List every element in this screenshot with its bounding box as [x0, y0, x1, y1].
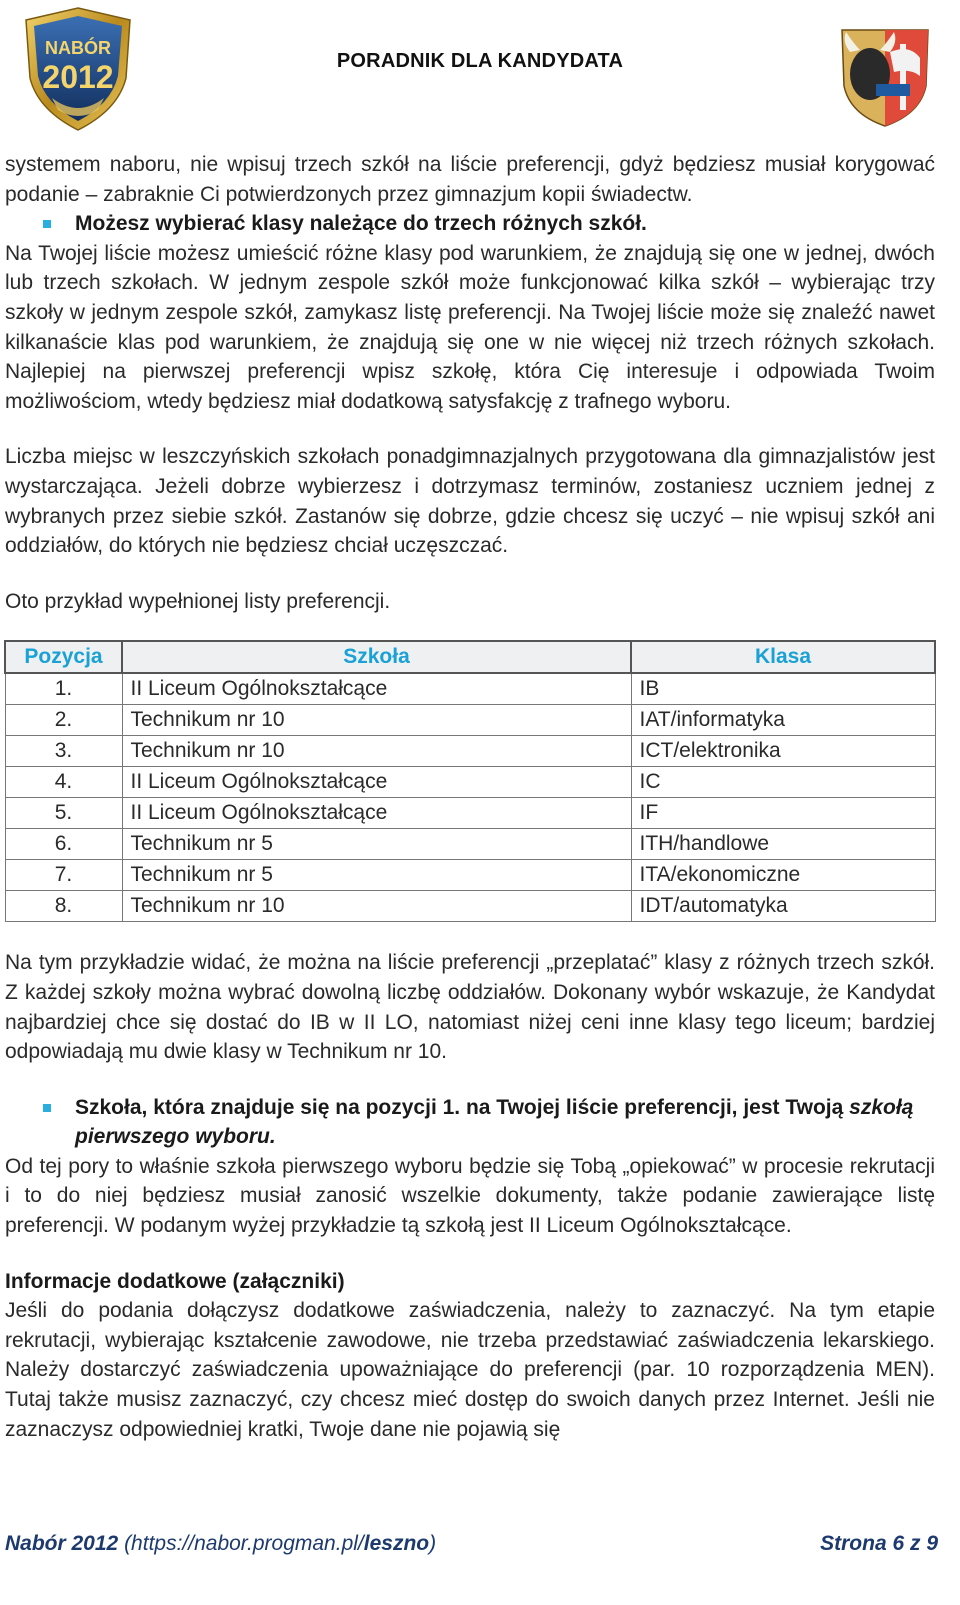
footer-source: [5, 1532, 436, 1556]
bullet-text: Możesz wybierać klasy należące do trzech różnych szkół.: [75, 212, 647, 236]
cell-class: ICT/elektronika: [631, 736, 935, 767]
preference-list-table: [4, 640, 936, 922]
cell-school: Technikum nr 5: [122, 860, 631, 891]
page-header: [0, 0, 960, 140]
paragraph-3: Liczba miejsc w leszczyńskich szkołach ponadgimnazjalnych przygotowana dla gimnazjalistów jest wystarczająca. Jeżeli dobrze wybierzesz i dotrzymasz terminów, zostaniesz uczniem jednej z wybranych przez siebie szkół. Zastanów się dobrze, gdzie chcesz się uczyć – nie wpisuj szkół ani oddziałów, do których nie będziesz chciał uczęszczać.: [5, 445, 935, 558]
cell-position: 7.: [5, 860, 122, 891]
header-divider: [140, 82, 830, 84]
logo-text-bottom: 2012: [42, 59, 114, 95]
cell-class: IDT/automatyka: [631, 891, 935, 922]
paragraph-5: Na tym przykładzie widać, że można na liście preferencji „przeplatać” klasy z różnych trzech szkół. Z każdej szkoły można wybrać dowolną liczbę oddziałów. Dokonany wybór wskazuje, że Kandydat najbardziej chce się dostać do IB w II LO, natomiast niżej ceni inne klasy tego liceum; bardziej odpowiadają mu dwie klasy w Technikum nr 10.: [5, 951, 935, 1064]
bullet-first-choice-school: [5, 1093, 935, 1152]
bullet-three-schools: [5, 209, 935, 239]
table-row: [5, 860, 935, 891]
table-row: [5, 736, 935, 767]
table-row: [5, 705, 935, 736]
cell-school: Technikum nr 5: [122, 829, 631, 860]
bullet-square-icon: [43, 1104, 51, 1112]
table-row: [5, 829, 935, 860]
cell-position: 8.: [5, 891, 122, 922]
page-number: Strona 6 z 9: [820, 1532, 938, 1555]
footer-url-end: ): [429, 1532, 437, 1555]
cell-school: Technikum nr 10: [122, 705, 631, 736]
paragraph-2: Na Twojej liście możesz umieścić różne klasy pod warunkiem, że znajdują się one w jednej, dwóch lub trzech szkołach. W jednym zespole szkół może funkcjonować kilka szkół – wybierając trzy szkoły w jednym zespole szkół, zamykasz listę preferencji. Na Twojej liście może się znaleźć nawet kilkanaście klas pod warunkiem, że znajdują się one w nie więcej niż trzech różnych szkołach. Najlepiej na pierwszej preferencji wpisz szkołę, która Cię interesuje i odpowiada Twoim możliwościom, wtedy będziesz miał dodatkową satysfakcję z trafnego wyboru.: [5, 241, 935, 413]
cell-position: 3.: [5, 736, 122, 767]
footer-title: Nabór 2012: [5, 1532, 119, 1555]
cell-position: 5.: [5, 798, 122, 829]
bullet-square-icon: [43, 220, 51, 228]
cell-position: 2.: [5, 705, 122, 736]
cell-school: Technikum nr 10: [122, 891, 631, 922]
cell-class: IC: [631, 767, 935, 798]
cell-position: 4.: [5, 767, 122, 798]
cell-class: ITH/handlowe: [631, 829, 935, 860]
cell-school: II Liceum Ogólnokształcące: [122, 673, 631, 705]
cell-class: IF: [631, 798, 935, 829]
bullet-text-main: Szkoła, która znajduje się na pozycji 1. na Twojej liście preferencji, jest Twoją: [75, 1095, 850, 1119]
table-row: [5, 798, 935, 829]
paragraph-4: Oto przykład wypełnionej listy preferencji.: [5, 589, 391, 613]
table-header-row: [5, 641, 935, 673]
page-content: [5, 150, 935, 1444]
paragraph-6: Od tej pory to właśnie szkoła pierwszego wyboru będzie się Tobą „opiekować” w procesie rekrutacji i to do niej będziesz musiał zanosić wszelkie dokumenty, także podanie zawierające listę preferencji. W podanym wyżej przykładzie tą szkołą jest II Liceum Ogólnokształcące.: [5, 1154, 935, 1238]
footer-url-bold: leszno: [363, 1532, 430, 1555]
cell-position: 1.: [5, 673, 122, 705]
page-footer: [5, 1532, 938, 1564]
table-row: [5, 891, 935, 922]
cell-class: IAT/informatyka: [631, 705, 935, 736]
table-row: [5, 767, 935, 798]
paragraph-7: Jeśli do podania dołączysz dodatkowe zaświadczenia, należy to zaznaczyć. Na tym etapie rekrutacji, wybierając kształcenie zawodowe, nie trzeba przedstawiać zaświadczenia lekarskiego. Należy dostarczyć zaświadczenia upoważniające do preferencji (par. 10 rozporządzenia MEN). Tutaj także musisz zaznaczyć, czy chcesz mieć dostęp do swoich danych przez Internet. Jeśli nie zaznaczysz odpowiedniej kratki, Twoje dane nie pojawią się: [5, 1299, 935, 1441]
paragraph-1: systemem naboru, nie wpisuj trzech szkół na liście preferencji, gdyż będziesz musiał korygować podanie – zabraknie Ci potwierdzonych przez gimnazjum kopii świadectw.: [5, 153, 935, 206]
cell-school: II Liceum Ogólnokształcące: [122, 767, 631, 798]
cell-position: 6.: [5, 829, 122, 860]
section-heading-attachments: Informacje dodatkowe (załączniki): [5, 1269, 345, 1293]
column-header-class: Klasa: [631, 641, 935, 673]
cell-school: Technikum nr 10: [122, 736, 631, 767]
bullet-text-italic: szkołą pierwszego wyboru.: [75, 1095, 914, 1149]
table-row: [5, 673, 935, 705]
leszno-coat-of-arms-icon: [836, 22, 934, 130]
page-header-title: PORADNIK DLA KANDYDATA: [336, 50, 624, 72]
footer-url-start: (https://nabor.progman.pl/: [118, 1532, 364, 1555]
cell-school: II Liceum Ogólnokształcące: [122, 798, 631, 829]
column-header-position: Pozycja: [5, 641, 122, 673]
column-header-school: Szkoła: [122, 641, 631, 673]
cell-class: ITA/ekonomiczne: [631, 860, 935, 891]
logo-text-top: NABÓR: [45, 38, 111, 58]
cell-class: IB: [631, 673, 935, 705]
